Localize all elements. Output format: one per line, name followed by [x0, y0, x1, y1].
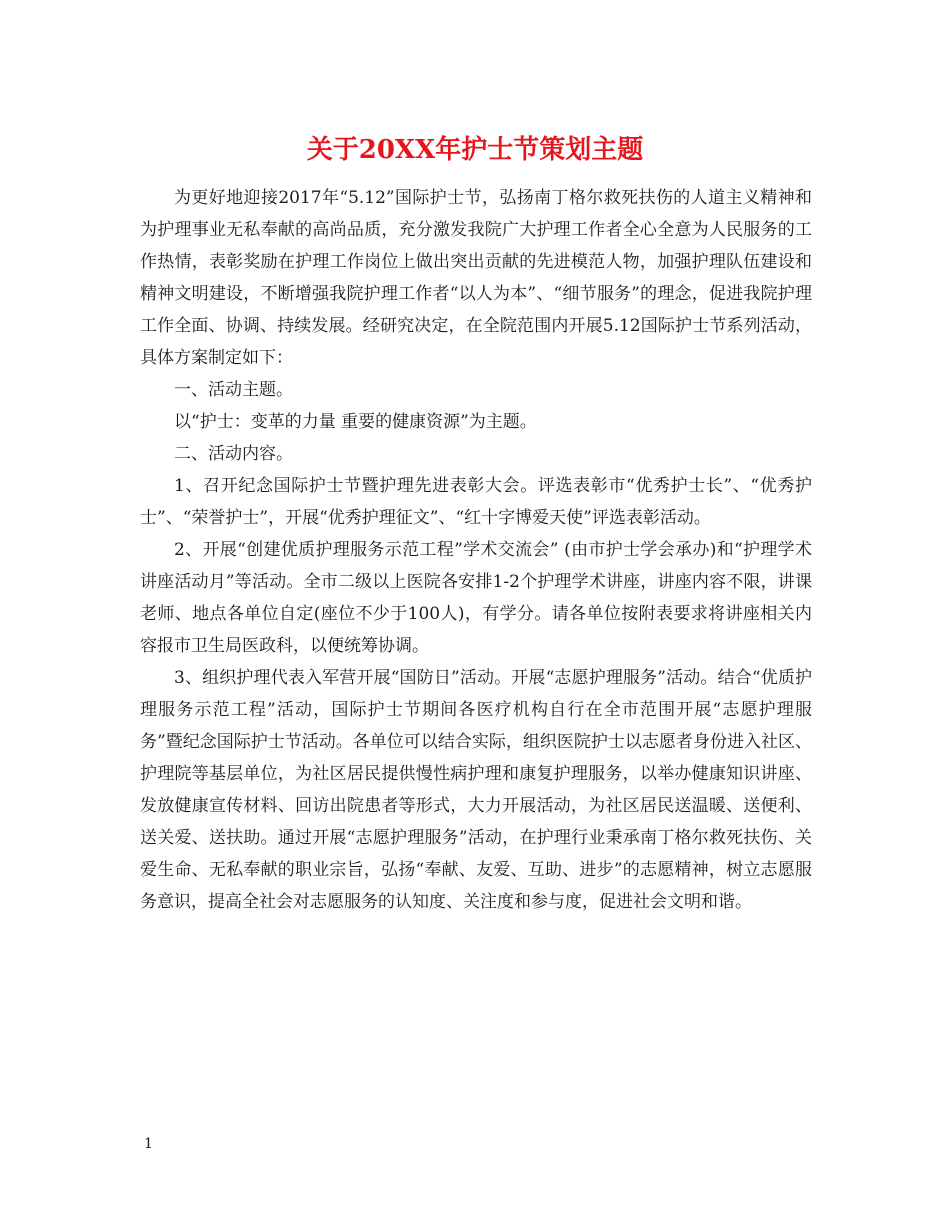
document-body	[140, 182, 812, 918]
section-heading-theme: 一、活动主题。	[174, 380, 293, 400]
section-heading-content: 二、活动内容。	[174, 444, 293, 464]
document-title: 关于20XX年护士节策划主题	[306, 135, 644, 165]
content-item-1: 1、召开纪念国际护士节暨护理先进表彰大会。评选表彰市“优秀护士长”、“优秀护士”、“荣誉护士”，开展“优秀护理征文”、“红十字博爱天使”评选表彰活动。	[140, 476, 812, 528]
content-item-3: 3、组织护理代表入军营开展“国防日”活动。开展“志愿护理服务”活动。结合“优质护理服务示范工程”活动，国际护士节期间各医疗机构自行在全市范围开展“志愿护理服务”暨纪念国际护士节活动。各单位可以结合实际，组织医院护士以志愿者身份进入社区、护理院等基层单位，为社区居民提供慢性病护理和康复护理服务，以举办健康知识讲座、发放健康宣传材料、回访出院患者等形式，大力开展活动，为社区居民送温暖、送便利、送关爱、送扶助。通过开展“志愿护理服务”活动，在护理行业秉承南丁格尔救死扶伤、关爱生命、无私奉献的职业宗旨，弘扬“奉献、友爱、互助、进步”的志愿精神，树立志愿服务意识，提高全社会对志愿服务的认知度、关注度和参与度，促进社会文明和谐。	[140, 668, 812, 912]
content-item-2: 2、开展“创建优质护理服务示范工程”学术交流会” (由市护士学会承办)和“护理学术讲座活动月”等活动。全市二级以上医院各安排1-2个护理学术讲座，讲座内容不限，讲课老师、地点各单位自定(座位不少于100人)，有学分。请各单位按附表要求将讲座相关内容报市卫生局医政科，以便统筹协调。	[140, 540, 812, 656]
page-number: 1	[144, 1136, 153, 1152]
intro-paragraph: 为更好地迎接2017年“5.12”国际护士节，弘扬南丁格尔救死扶伤的人道主义精神和为护理事业无私奉献的高尚品质，充分激发我院广大护理工作者全心全意为人民服务的工作热情，表彰奖励在护理工作岗位上做出突出贡献的先进模范人物，加强护理队伍建设和精神文明建设，不断增强我院护理工作者“以人为本”、“细节服务”的理念，促进我院护理工作全面、协调、持续发展。经研究决定，在全院范围内开展5.12国际护士节系列活动，具体方案制定如下：	[140, 188, 812, 368]
theme-paragraph: 以“护士：变革的力量 重要的健康资源”为主题。	[174, 412, 537, 432]
